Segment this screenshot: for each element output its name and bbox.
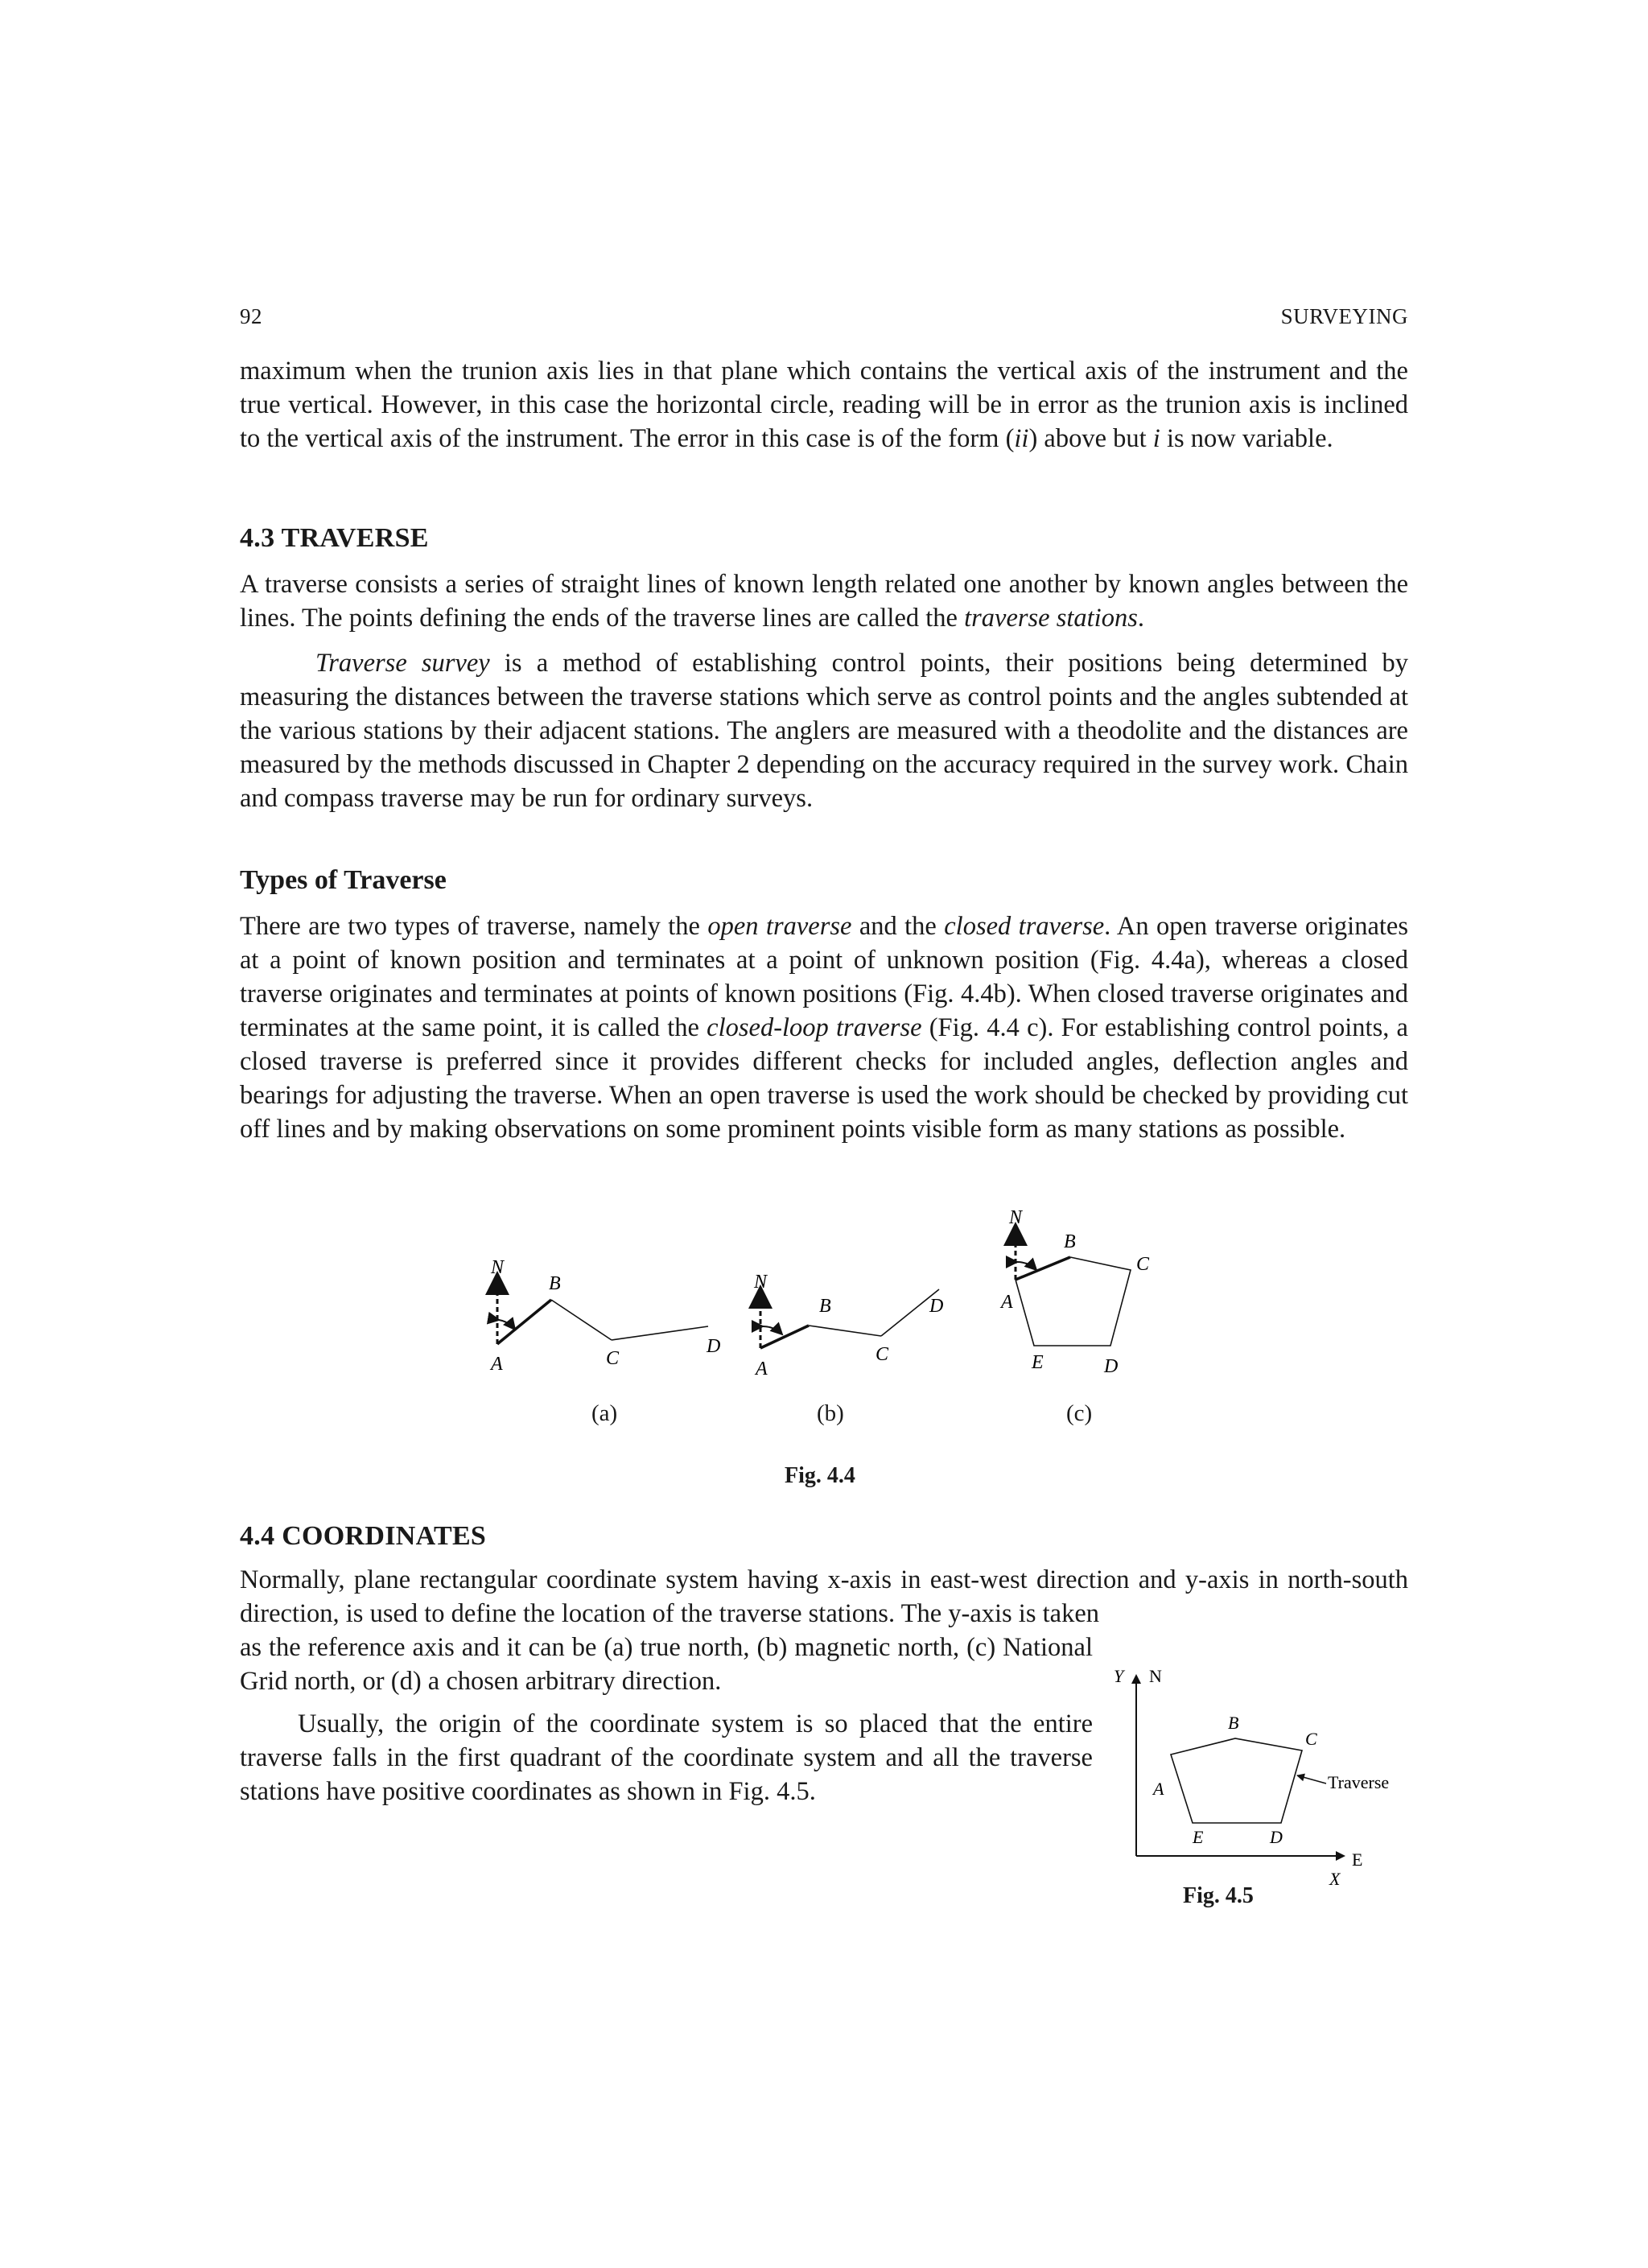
types-text-2: and the bbox=[851, 912, 945, 941]
intro-tail-b: is now variable. bbox=[1160, 424, 1333, 453]
station-e-label-c: E bbox=[1032, 1352, 1044, 1373]
open-traverse-term: open traverse bbox=[707, 912, 852, 941]
coordinates-paragraph-2: as the reference axis and it can be (a) true north, (b) magnetic north, (c) National Grid north, or (d) a chosen arbitrary direction. bbox=[240, 1633, 1093, 1696]
closed-loop-term: closed-loop traverse bbox=[707, 1013, 922, 1042]
angle-arc-b bbox=[763, 1326, 782, 1334]
traverse-pointer bbox=[1297, 1775, 1326, 1783]
types-text-1: There are two types of traverse, namely the bbox=[240, 912, 708, 941]
leg-ab-b bbox=[760, 1326, 809, 1348]
intro-paragraph: maximum when the trunion axis lies in that plane which contains the vertical axis of the instrument and the true vertical. However, in this case the horizontal circle, reading will be in error as the trunion axis is inclined to the vertical axis of the instrument. The error in this case is of the form (ii) above but i is now variable. bbox=[240, 357, 1408, 453]
traverse-polygon bbox=[1171, 1738, 1302, 1823]
fig-4-4a-label: (a) bbox=[591, 1400, 618, 1426]
traverse-definition-paragraph: A traverse consists a series of straight lines of known length related one another by known angles between the lines. The points defining the ends of the traverse lines are called the traverse stations. bbox=[240, 570, 1408, 633]
east-label: E bbox=[1352, 1849, 1363, 1870]
intro-ii: ii bbox=[1014, 424, 1029, 453]
fig45-station-b: B bbox=[1228, 1713, 1239, 1733]
station-a-label: A bbox=[491, 1354, 503, 1375]
station-b-label-b: B bbox=[819, 1296, 831, 1317]
figure-4-5-drawing bbox=[1102, 1658, 1408, 1899]
fig45-station-c: C bbox=[1305, 1729, 1317, 1749]
leg-bc-a bbox=[551, 1300, 612, 1340]
figure-4-4a-open-traverse bbox=[489, 1257, 720, 1375]
traverse-definition-text: A traverse consists a series of straight lines of known length related one another by known angles between the lines. The points defining the ends of the traverse lines are called the bbox=[240, 570, 1408, 633]
traverse-survey-term: Traverse survey bbox=[315, 649, 490, 678]
intro-tail-a: above but bbox=[1037, 424, 1153, 453]
leg-bc-b bbox=[809, 1326, 881, 1336]
station-c-label-b: C bbox=[876, 1344, 889, 1365]
north-label-b: N bbox=[754, 1272, 768, 1293]
fig-4-5-caption: Fig. 4.5 bbox=[1183, 1883, 1254, 1908]
station-a-label-c: A bbox=[1001, 1292, 1013, 1313]
coordinates-paragraph-1: Normally, plane rectangular coordinate system having x-axis in east-west direction and y-axis in north-south direction, is used to define the location of the traverse stations. The y-axis is taken bbox=[240, 1565, 1408, 1628]
fig-4-4-caption: Fig. 4.4 bbox=[785, 1463, 855, 1488]
running-title: SURVEYING bbox=[1280, 304, 1408, 328]
station-c-label-c: C bbox=[1136, 1254, 1150, 1275]
fig45-station-e: E bbox=[1193, 1827, 1204, 1847]
north-label-c: N bbox=[1009, 1207, 1023, 1228]
figure-4-4 bbox=[451, 1199, 1255, 1408]
station-d-label: D bbox=[707, 1336, 721, 1357]
fig45-station-a: A bbox=[1153, 1779, 1164, 1799]
y-axis-label: Y bbox=[1114, 1666, 1124, 1686]
figure-4-4b-closed-traverse bbox=[753, 1272, 943, 1379]
figure-4-4c-closed-loop-traverse bbox=[999, 1207, 1150, 1377]
figure-4-4-drawing bbox=[451, 1199, 1255, 1408]
north-label: N bbox=[1149, 1666, 1162, 1686]
traverse-label: Traverse bbox=[1328, 1772, 1390, 1792]
station-b-label: B bbox=[549, 1273, 561, 1294]
traverse-survey-paragraph bbox=[240, 646, 1408, 815]
traverse-survey-text: is a method of establishing control points, their positions being determined by measuring the distances between the traverse stations which serve as control points and the angles subtended at the various stations by their adjacent stations. The anglers are measured with a theodolite and the distances are measured by the methods discussed in Chapter 2 depending on the accuracy required in the survey work. Chain and compass traverse may be run for ordinary surveys. bbox=[240, 649, 1408, 813]
section-heading-coordinates: 4.4 COORDINATES bbox=[240, 1521, 487, 1551]
loop-polygon-c bbox=[1016, 1257, 1131, 1346]
intro-i: i bbox=[1152, 424, 1160, 453]
station-d-label-b: D bbox=[929, 1296, 944, 1317]
types-text-3: . An open traverse originates at a point of known position and terminates at a point of unknown position (Fig. 4.4a), whereas a closed traverse originates and terminates at points of known positions (Fig. 4.4b). When closed traverse originates and terminates at the same point, it is called the bbox=[240, 912, 1408, 1042]
x-axis-label: X bbox=[1329, 1869, 1341, 1889]
fig45-station-d: D bbox=[1270, 1827, 1283, 1847]
figure-4-5 bbox=[1102, 1658, 1408, 1899]
subheading-types-of-traverse: Types of Traverse bbox=[240, 865, 447, 895]
closed-traverse-term: closed traverse bbox=[944, 912, 1105, 941]
leg-ab-c bbox=[1016, 1257, 1070, 1280]
types-paragraph bbox=[240, 909, 1408, 1146]
traverse-stations-term: traverse stations bbox=[964, 604, 1138, 633]
station-b-label-c: B bbox=[1064, 1231, 1076, 1252]
station-c-label: C bbox=[606, 1348, 620, 1369]
section-heading-traverse: 4.3 TRAVERSE bbox=[240, 523, 429, 553]
station-d-label-c: D bbox=[1104, 1356, 1119, 1377]
station-a-label-b: A bbox=[756, 1359, 768, 1379]
intro-text: maximum when the trunion axis lies in that plane which contains the vertical axis of the instrument and the true vertical. However, in this case the horizontal circle, reading will be in error as the trunion axis is inclined to the vertical axis of the instrument. The error in this case is of the form bbox=[240, 357, 1408, 453]
types-text-4: (Fig. 4.4 c). For establishing control points, a closed traverse is preferred since it provides different checks for included angles, deflection angles and bearings for adjusting the traverse. When an open traverse is used the work should be checked by providing cut off lines and by making observations on some prominent points visible form as many stations as possible. bbox=[240, 1013, 1408, 1144]
coordinates-paragraph-3: Usually, the origin of the coordinate system is so placed that the entire traverse falls in the first quadrant of the coordinate system and all the traverse stations have positive coordinates as shown in Fig. 4.5. bbox=[240, 1709, 1093, 1806]
leg-cd-a bbox=[612, 1326, 708, 1340]
page-number: 92 bbox=[240, 304, 262, 328]
north-label-a: N bbox=[491, 1257, 505, 1278]
fig-4-4b-label: (b) bbox=[817, 1400, 844, 1426]
angle-arc-c bbox=[1017, 1262, 1036, 1270]
angle-arc-a bbox=[499, 1320, 515, 1330]
fig-4-4c-label: (c) bbox=[1066, 1400, 1093, 1426]
